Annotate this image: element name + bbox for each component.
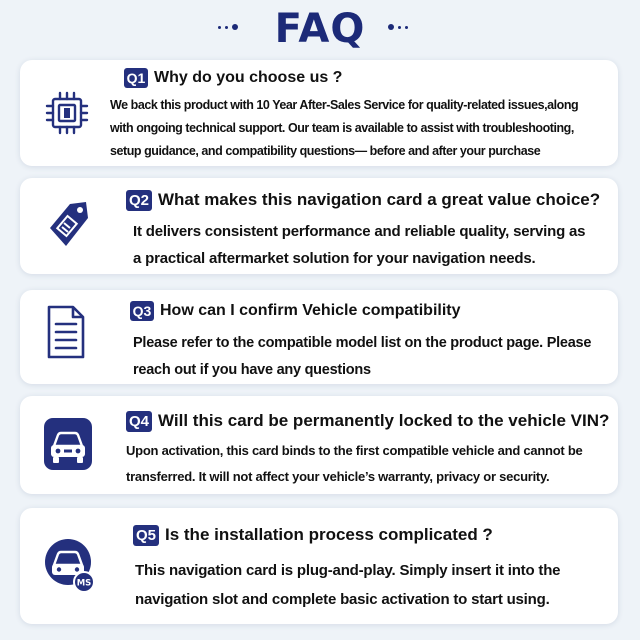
faq-card-q5	[20, 508, 618, 624]
chip-icon	[44, 90, 90, 136]
price-tag-icon	[44, 198, 92, 254]
question-badge: Q1	[124, 68, 148, 88]
icon-badge-text: MS	[76, 578, 92, 589]
faq-answer-q4	[126, 438, 618, 490]
faq-header	[0, 0, 640, 56]
faq-question-q5	[133, 522, 493, 548]
faq-answer-q2	[133, 218, 618, 272]
question-text: Why do you choose us ?	[154, 69, 343, 86]
question-badge: Q3	[130, 301, 154, 321]
faq-answer-q3	[133, 330, 618, 384]
answer-line: transferred. It will not affect your vehicle’s warranty, privacy or security.	[126, 469, 550, 484]
faq-card-q1	[20, 60, 618, 166]
faq-question-q3	[130, 299, 461, 323]
faq-answer-q1	[110, 94, 618, 163]
faq-question-q4	[126, 408, 609, 434]
answer-line: with ongoing technical support. Our team is available to assist with troubleshooting,	[110, 121, 574, 135]
answer-line: Upon activation, this card binds to the first compatible vehicle and cannot be	[126, 443, 583, 458]
answer-line: setup guidance, and compatibility questions— before and after your purchase	[110, 144, 541, 158]
answer-line: a practical aftermarket solution for your navigation needs.	[133, 250, 536, 267]
answer-line: It delivers consistent performance and reliable quality, serving as	[133, 223, 586, 240]
faq-question-q2	[126, 187, 600, 213]
page-title: FAQ	[274, 6, 366, 52]
question-text: How can I confirm Vehicle compatibility	[160, 302, 461, 319]
faq-question-q1	[124, 66, 342, 90]
car-icon	[44, 418, 92, 470]
question-text: Will this card be permanently locked to the vehicle VIN?	[158, 411, 610, 430]
car-badge-icon	[44, 536, 96, 594]
decorative-dots-right	[388, 22, 412, 32]
answer-line: This navigation card is plug-and-play. Simply insert it into the	[135, 562, 561, 579]
answer-line: We back this product with 10 Year After-Sales Service for quality-related issues,along	[110, 98, 579, 112]
question-badge: Q2	[126, 190, 152, 211]
answer-line: reach out if you have any questions	[133, 362, 371, 378]
faq-answer-q5	[135, 556, 615, 614]
question-badge: Q5	[133, 525, 159, 546]
answer-line: navigation slot and complete basic activation to start using.	[135, 591, 550, 608]
document-icon	[44, 304, 88, 360]
faq-card-q4	[20, 396, 618, 494]
question-text: Is the installation process complicated ?	[165, 525, 493, 544]
question-text: What makes this navigation card a great value choice?	[158, 190, 601, 209]
answer-line: Please refer to the compatible model list on the product page. Please	[133, 335, 592, 351]
faq-card-q2	[20, 178, 618, 274]
question-badge: Q4	[126, 411, 152, 432]
faq-card-q3	[20, 290, 618, 384]
